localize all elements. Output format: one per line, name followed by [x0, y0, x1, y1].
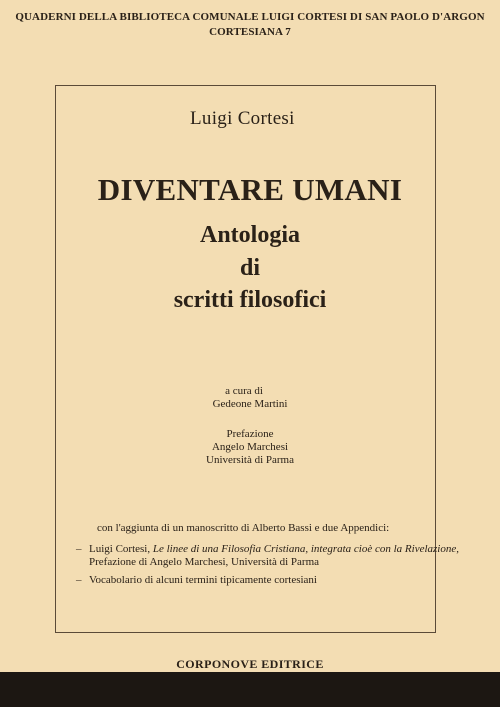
list-dash: –: [76, 543, 82, 555]
subtitle-line-2: di: [239, 255, 260, 281]
book-title: DIVENTARE UMANI: [97, 172, 403, 207]
appendix-item-italic-title: Le linee di una Filosofia Cristiana, integrata cioè con la Rivelazione: [152, 543, 457, 555]
subtitle-line-3: scritti filosofici: [173, 287, 327, 313]
series-header: [0, 10, 500, 40]
appendix-item: [76, 543, 459, 569]
appendix-intro: con l'aggiunta di un manoscritto di Alberto Bassi e due Appendici:: [97, 522, 390, 534]
appendix-list: [76, 543, 459, 592]
list-dash: –: [76, 574, 82, 586]
bottom-bar: [0, 672, 500, 707]
appendix-item-suffix: ,: [456, 543, 459, 555]
series-line-1: QUADERNI DELLA BIBLIOTECA COMUNALE LUIGI CORTESI DI SAN PAOLO D'ARGON: [15, 11, 485, 23]
appendix-item-prefix: Luigi Cortesi,: [89, 543, 153, 555]
author-name: Luigi Cortesi: [190, 108, 295, 129]
curator-name: Gedeone Martini: [212, 398, 288, 410]
preface-affiliation: Università di Parma: [206, 454, 294, 466]
appendix-item-text: [89, 543, 459, 569]
appendix-item: [76, 574, 459, 587]
appendix-item-text: Vocabolario di alcuni termini tipicamente cortesiani: [89, 574, 317, 586]
series-line-2: CORTESIANA 7: [209, 26, 291, 38]
curated-label: a cura di: [225, 385, 263, 397]
preface-author: Angelo Marchesi: [211, 441, 289, 453]
subtitle-line-1: Antologia: [199, 222, 300, 248]
publisher-name: CORPONOVE EDITRICE: [176, 657, 324, 671]
preface-label: Prefazione: [226, 428, 274, 440]
appendix-item-preface: Prefazione di Angelo Marchesi, Università di Parma: [89, 556, 320, 568]
